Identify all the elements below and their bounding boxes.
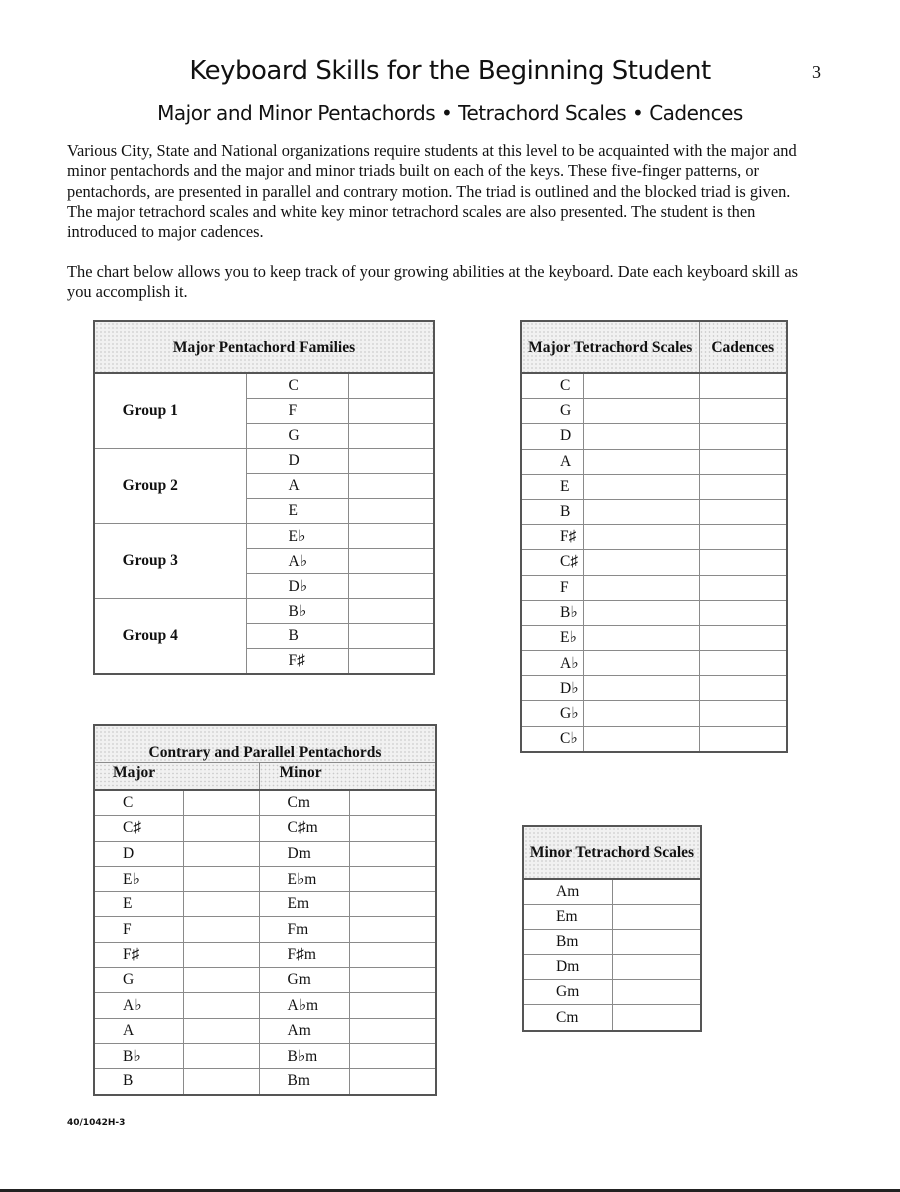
key-cell: E xyxy=(521,474,583,499)
scale-date-cell xyxy=(583,651,699,676)
date-cell xyxy=(348,574,434,599)
table-row xyxy=(523,905,701,930)
minor-tetrachord-scales-table xyxy=(522,825,702,1032)
cadence-date-cell xyxy=(699,625,787,650)
scale-date-cell xyxy=(583,474,699,499)
major-key-cell: C♯ xyxy=(94,816,183,841)
scale-date-cell xyxy=(583,449,699,474)
major-pentachord-families-table xyxy=(93,320,435,675)
table-row xyxy=(521,625,787,650)
date-cell xyxy=(348,599,434,624)
chart-instructions: The chart below allows you to keep track of your growing abilities at the keyboard. Date each keyboard skill as you accomplish it. xyxy=(67,262,798,302)
scale-date-cell xyxy=(583,424,699,449)
cadence-date-cell xyxy=(699,726,787,752)
footer-catalog-code: 40/1042H-3 xyxy=(67,1118,126,1128)
cadence-date-cell xyxy=(699,550,787,575)
group-label: Group 3 xyxy=(94,524,246,599)
page-title: Keyboard Skills for the Beginning Student xyxy=(189,56,711,86)
key-cell: A xyxy=(246,474,348,499)
minor-key-cell: B♭m xyxy=(259,1043,349,1068)
key-cell: G♭ xyxy=(521,701,583,726)
table-row xyxy=(94,1043,436,1068)
major-key-cell: E xyxy=(94,892,183,917)
key-cell: B xyxy=(521,499,583,524)
table-row xyxy=(94,449,434,474)
minor-key-cell: Gm xyxy=(259,968,349,993)
key-cell: Am xyxy=(523,879,612,905)
key-cell: C xyxy=(246,373,348,399)
major-pentachord-families-header: Major Pentachord Families xyxy=(94,321,434,373)
cadences-header: Cadences xyxy=(699,321,787,373)
key-cell: F♯ xyxy=(521,525,583,550)
cadence-date-cell xyxy=(699,600,787,625)
minor-key-cell: Dm xyxy=(259,841,349,866)
key-cell: C xyxy=(521,373,583,399)
date-cell xyxy=(348,373,434,399)
minor-key-cell: Em xyxy=(259,892,349,917)
major-tetrachord-scales-header: Major Tetrachord Scales xyxy=(521,321,699,373)
table-row xyxy=(94,917,436,942)
table-row xyxy=(94,892,436,917)
table-row xyxy=(94,993,436,1018)
scale-date-cell xyxy=(583,676,699,701)
key-cell: Bm xyxy=(523,930,612,955)
date-cell xyxy=(348,399,434,424)
minor-column-header: Minor xyxy=(259,763,436,791)
key-cell: B♭ xyxy=(521,600,583,625)
table-row xyxy=(521,525,787,550)
date-cell xyxy=(348,549,434,574)
major-date-cell xyxy=(183,790,259,816)
major-key-cell: G xyxy=(94,968,183,993)
cadence-date-cell xyxy=(699,651,787,676)
major-date-cell xyxy=(183,892,259,917)
minor-date-cell xyxy=(349,1018,436,1043)
key-cell: G xyxy=(246,424,348,449)
table-row xyxy=(521,474,787,499)
minor-date-cell xyxy=(349,1043,436,1068)
cadence-date-cell xyxy=(699,701,787,726)
major-column-header: Major xyxy=(94,763,259,791)
scale-date-cell xyxy=(583,399,699,424)
key-cell: F xyxy=(521,575,583,600)
intro-paragraph: Various City, State and National organizations require students at this level to be acquainted with the major and minor pentachords and the major and minor triads built on each of the keys. These five-finger patterns, or pentachords, are presented in parallel and contrary motion. The triad is outlined and the blocked triad is given. The major tetrachord scales and white key minor tetrachord scales are also presented. The student is then introduced to major cadences. xyxy=(67,141,797,242)
minor-date-cell xyxy=(349,993,436,1018)
date-cell xyxy=(348,424,434,449)
page-number: 3 xyxy=(812,62,821,82)
key-cell: A♭ xyxy=(521,651,583,676)
key-cell: G xyxy=(521,399,583,424)
table-row xyxy=(523,879,701,905)
contrary-parallel-pentachords-table xyxy=(93,724,437,1096)
date-cell xyxy=(348,624,434,649)
minor-date-cell xyxy=(349,942,436,967)
table-row xyxy=(523,1005,701,1031)
key-cell: E xyxy=(246,499,348,524)
major-key-cell: E♭ xyxy=(94,866,183,891)
table-row xyxy=(521,726,787,752)
minor-key-cell: C♯m xyxy=(259,816,349,841)
major-date-cell xyxy=(183,1069,259,1095)
minor-date-cell xyxy=(349,917,436,942)
cadence-date-cell xyxy=(699,373,787,399)
key-cell: A xyxy=(521,449,583,474)
minor-key-cell: A♭m xyxy=(259,993,349,1018)
table-row xyxy=(521,575,787,600)
major-key-cell: A xyxy=(94,1018,183,1043)
major-date-cell xyxy=(183,1043,259,1068)
table-row xyxy=(521,701,787,726)
key-cell: D xyxy=(246,449,348,474)
key-cell: A♭ xyxy=(246,549,348,574)
minor-key-cell: Cm xyxy=(259,790,349,816)
major-date-cell xyxy=(183,968,259,993)
minor-date-cell xyxy=(349,816,436,841)
scale-date-cell xyxy=(583,701,699,726)
table-row xyxy=(94,790,436,816)
date-cell xyxy=(612,955,701,980)
cadence-date-cell xyxy=(699,449,787,474)
minor-key-cell: Bm xyxy=(259,1069,349,1095)
table-row xyxy=(94,968,436,993)
table-row xyxy=(521,600,787,625)
cadence-date-cell xyxy=(699,474,787,499)
date-cell xyxy=(612,905,701,930)
table-row xyxy=(94,524,434,549)
scale-date-cell xyxy=(583,575,699,600)
date-cell xyxy=(348,449,434,474)
major-key-cell: B xyxy=(94,1069,183,1095)
major-key-cell: B♭ xyxy=(94,1043,183,1068)
key-cell: B♭ xyxy=(246,599,348,624)
minor-date-cell xyxy=(349,892,436,917)
date-cell xyxy=(348,474,434,499)
table-row xyxy=(94,841,436,866)
minor-key-cell: F♯m xyxy=(259,942,349,967)
scale-date-cell xyxy=(583,550,699,575)
major-key-cell: D xyxy=(94,841,183,866)
key-cell: E♭ xyxy=(521,625,583,650)
cadence-date-cell xyxy=(699,424,787,449)
date-cell xyxy=(348,499,434,524)
major-key-cell: F xyxy=(94,917,183,942)
table-row xyxy=(94,373,434,399)
table-row xyxy=(94,1018,436,1043)
group-label: Group 4 xyxy=(94,599,246,675)
date-cell xyxy=(612,930,701,955)
table-row xyxy=(523,955,701,980)
cadence-date-cell xyxy=(699,676,787,701)
key-cell: F xyxy=(246,399,348,424)
table-row xyxy=(94,866,436,891)
major-date-cell xyxy=(183,917,259,942)
date-cell xyxy=(348,649,434,675)
key-cell: Dm xyxy=(523,955,612,980)
minor-date-cell xyxy=(349,841,436,866)
scale-date-cell xyxy=(583,625,699,650)
date-cell xyxy=(612,1005,701,1031)
key-cell: F♯ xyxy=(246,649,348,675)
minor-date-cell xyxy=(349,866,436,891)
minor-key-cell: E♭m xyxy=(259,866,349,891)
minor-key-cell: Am xyxy=(259,1018,349,1043)
date-cell xyxy=(348,524,434,549)
table-row xyxy=(523,980,701,1005)
cadence-date-cell xyxy=(699,399,787,424)
table-row xyxy=(521,499,787,524)
major-date-cell xyxy=(183,816,259,841)
page-subtitle: Major and Minor Pentachords • Tetrachord Scales • Cadences xyxy=(157,101,743,125)
key-cell: D♭ xyxy=(246,574,348,599)
minor-date-cell xyxy=(349,790,436,816)
key-cell: Cm xyxy=(523,1005,612,1031)
table-row xyxy=(94,1069,436,1095)
table-row xyxy=(521,676,787,701)
major-key-cell: F♯ xyxy=(94,942,183,967)
major-tetrachord-scales-table xyxy=(520,320,788,753)
contrary-parallel-header: Contrary and Parallel Pentachords xyxy=(94,725,436,763)
table-row xyxy=(521,424,787,449)
scale-date-cell xyxy=(583,600,699,625)
scale-date-cell xyxy=(583,499,699,524)
key-cell: B xyxy=(246,624,348,649)
table-row xyxy=(94,942,436,967)
key-cell: C♭ xyxy=(521,726,583,752)
major-date-cell xyxy=(183,942,259,967)
cadence-date-cell xyxy=(699,499,787,524)
table-row xyxy=(94,599,434,624)
date-cell xyxy=(612,879,701,905)
major-date-cell xyxy=(183,866,259,891)
scale-date-cell xyxy=(583,525,699,550)
key-cell: E♭ xyxy=(246,524,348,549)
major-key-cell: C xyxy=(94,790,183,816)
table-row xyxy=(521,449,787,474)
major-key-cell: A♭ xyxy=(94,993,183,1018)
table-row xyxy=(94,816,436,841)
minor-tetrachord-scales-header: Minor Tetrachord Scales xyxy=(523,826,701,879)
cadence-date-cell xyxy=(699,575,787,600)
table-row xyxy=(521,399,787,424)
major-date-cell xyxy=(183,993,259,1018)
key-cell: Gm xyxy=(523,980,612,1005)
minor-date-cell xyxy=(349,968,436,993)
key-cell: Em xyxy=(523,905,612,930)
key-cell: C♯ xyxy=(521,550,583,575)
minor-key-cell: Fm xyxy=(259,917,349,942)
table-row xyxy=(521,550,787,575)
date-cell xyxy=(612,980,701,1005)
scale-date-cell xyxy=(583,726,699,752)
table-row xyxy=(523,930,701,955)
cadence-date-cell xyxy=(699,525,787,550)
key-cell: D♭ xyxy=(521,676,583,701)
table-row xyxy=(521,373,787,399)
minor-date-cell xyxy=(349,1069,436,1095)
group-label: Group 2 xyxy=(94,449,246,524)
major-date-cell xyxy=(183,1018,259,1043)
key-cell: D xyxy=(521,424,583,449)
scale-date-cell xyxy=(583,373,699,399)
table-row xyxy=(521,651,787,676)
group-label: Group 1 xyxy=(94,373,246,449)
major-date-cell xyxy=(183,841,259,866)
